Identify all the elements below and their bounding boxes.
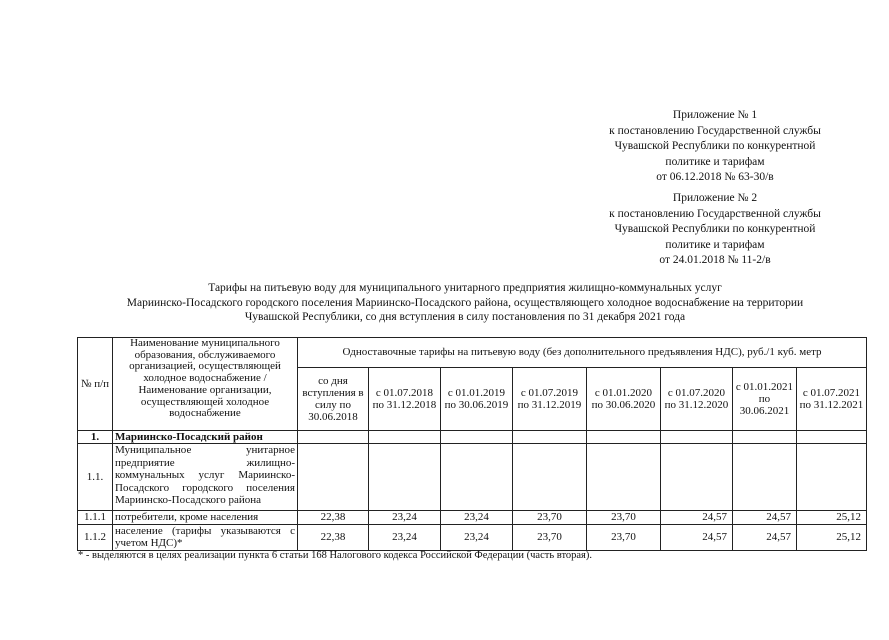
tariff-value-cell: 23,24	[369, 511, 441, 524]
header-period-cell: со дня вступления в силу по 30.06.2018	[298, 368, 369, 431]
document-title	[70, 281, 860, 325]
organization-name-cell: Муниципальное унитарное предприятие жилищно-коммунальных услуг Мариинско-Посадского городского поселения Мариинско-Посадского района	[113, 444, 298, 511]
header-period-cell: с 01.01.2019 по 30.06.2019	[441, 368, 513, 431]
title-line: Мариинско-Посадского городского поселения Мариинско-Посадского района, осуществляющего холодное водоснабжение на территории	[126, 296, 804, 309]
tariff-value-cell: 23,70	[587, 524, 661, 550]
appendix-1-line: политике и тарифам	[665, 155, 765, 168]
footnote: * - выделяются в целях реализации пункта 6 статьи 168 Налогового кодекса Российской Федерации (часть вторая).	[78, 550, 593, 561]
tariff-value-cell: 23,70	[587, 511, 661, 524]
appendix-2-line: политике и тарифам	[665, 238, 765, 251]
row-name-cell: население (тарифы указываются с учетом НДС)*	[113, 524, 298, 550]
header-period-cell: с 01.07.2019 по 31.12.2019	[513, 368, 587, 431]
header-period-cell: с 01.07.2018 по 31.12.2018	[369, 368, 441, 431]
row-num-cell: 1.1.1	[78, 511, 113, 524]
header-num-cell: № п/п	[78, 338, 113, 431]
organization-num-cell: 1.1.	[78, 444, 113, 511]
appendix-2-line: к постановлению Государственной службы	[609, 207, 821, 220]
table-row	[78, 511, 867, 524]
row-name-cell: потребители, кроме населения	[113, 511, 298, 524]
title-line: Тарифы на питьевую воду для муниципального унитарного предприятия жилищно-коммунальных услуг	[208, 282, 722, 294]
tariff-value-cell: 23,24	[441, 511, 513, 524]
header-period-cell: с 01.07.2021 по 31.12.2021	[797, 368, 867, 431]
table-row	[78, 524, 867, 550]
header-tariff-cell: Одноставочные тарифы на питьевую воду (без дополнительного предъявления НДС), руб./1 куб. метр	[298, 338, 867, 368]
district-name-cell: Мариинско-Посадский район	[113, 431, 298, 444]
tariff-value-cell: 24,57	[733, 511, 797, 524]
district-num-cell: 1.	[78, 431, 113, 444]
tariff-value-cell: 25,12	[797, 511, 867, 524]
tariff-value-cell: 23,70	[513, 511, 587, 524]
row-num-cell: 1.1.2	[78, 524, 113, 550]
appendix-1-line: Чувашской Республики по конкурентной	[614, 140, 816, 153]
tariff-value-cell: 25,12	[797, 524, 867, 550]
tariff-value-cell: 22,38	[298, 524, 369, 550]
appendix-1-line: к постановлению Государственной службы	[609, 124, 821, 137]
tariff-value-cell: 24,57	[661, 511, 733, 524]
appendix-2-line: от 24.01.2018 № 11-2/в	[659, 254, 771, 267]
appendix-1-line: Приложение № 1	[672, 109, 758, 121]
appendix-1-block	[590, 108, 840, 186]
tariff-value-cell: 24,57	[661, 524, 733, 550]
tariff-value-cell: 23,24	[369, 524, 441, 550]
header-period-cell: с 01.07.2020 по 31.12.2020	[661, 368, 733, 431]
tariff-value-cell: 24,57	[733, 524, 797, 550]
header-name-cell: Наименование муниципального образования, обслуживаемого организацией, осуществляющей холодное водоснабжение / Наименование организации, осуществляющей холодное водоснабжение	[113, 338, 298, 431]
tariff-value-cell: 23,70	[513, 524, 587, 550]
header-period-cell: с 01.01.2021 по 30.06.2021	[733, 368, 797, 431]
tariff-value-cell: 22,38	[298, 511, 369, 524]
appendix-2-line: Приложение № 2	[672, 192, 758, 204]
header-period-cell: с 01.01.2020 по 30.06.2020	[587, 368, 661, 431]
title-line: Чувашской Республики, со дня вступления в силу постановления по 31 декабря 2021 года	[244, 311, 686, 324]
appendix-2-line: Чувашской Республики по конкурентной	[614, 223, 816, 236]
appendix-2-block	[590, 191, 840, 269]
tariff-table	[77, 337, 867, 551]
tariff-value-cell: 23,24	[441, 524, 513, 550]
appendix-1-line: от 06.12.2018 № 63-30/в	[656, 171, 774, 184]
